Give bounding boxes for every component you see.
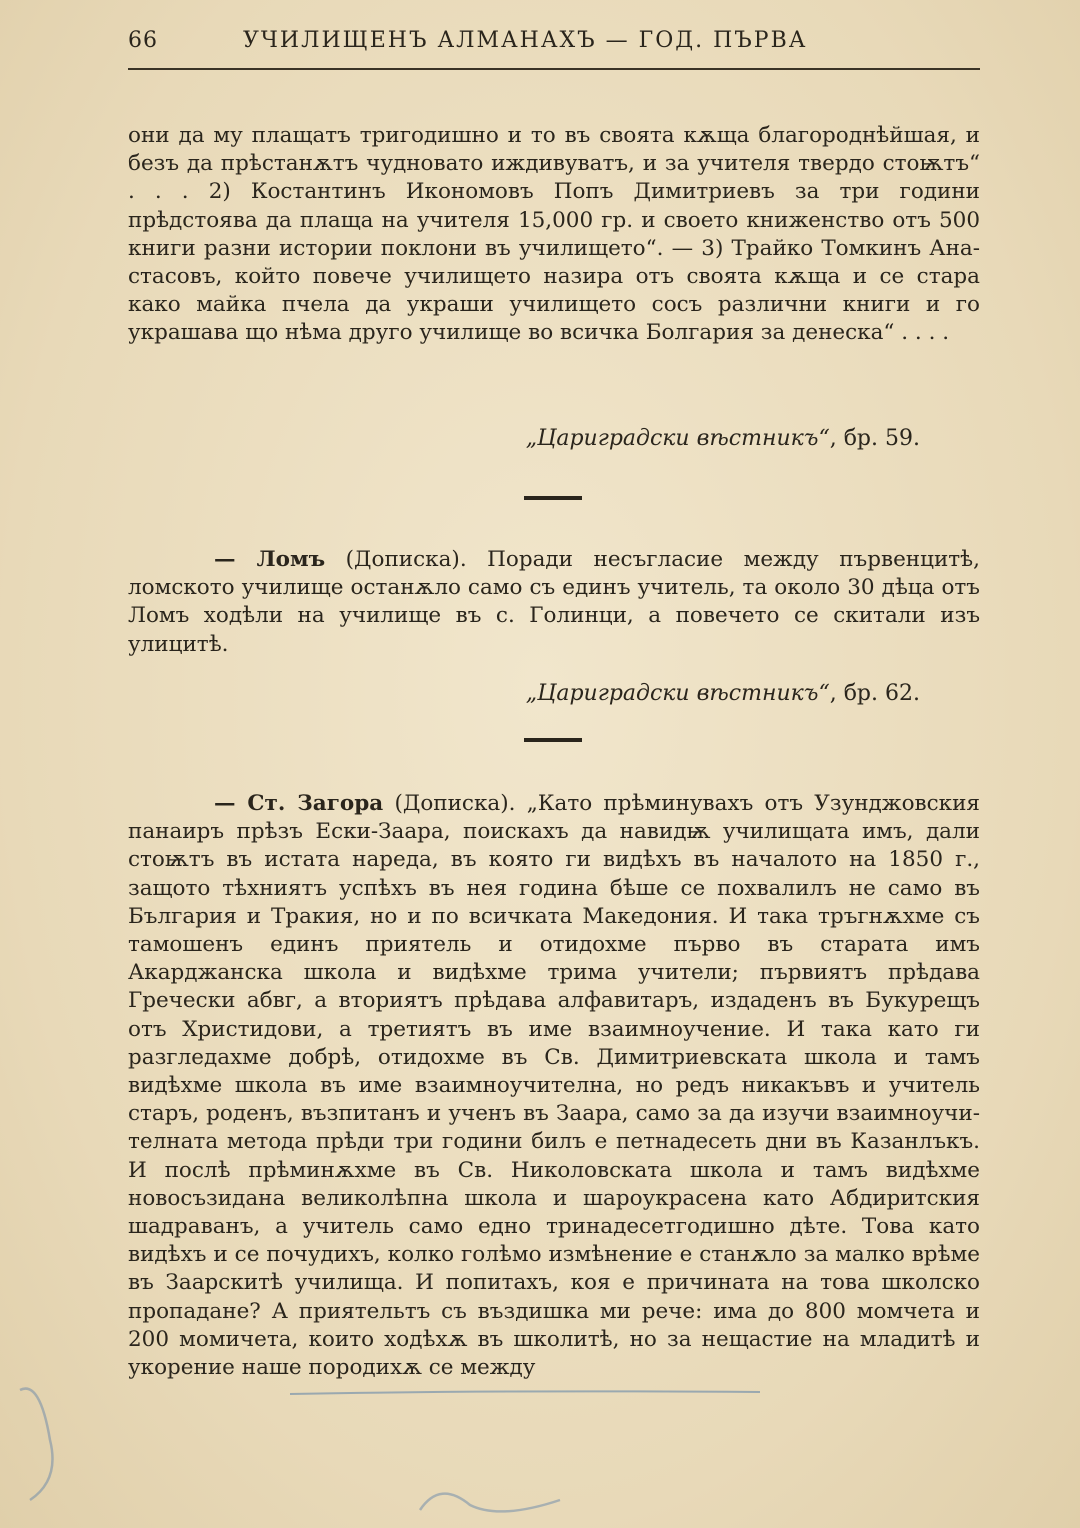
page-number: 66 [128,28,158,53]
running-title: УЧИЛИЩЕНЪ АЛМАНАХЪ — ГОД. ПЪРВА [243,28,808,53]
pencil-scribble-left [20,1389,53,1500]
paragraph-lom-heading: — Ломъ [214,547,326,572]
pencil-underline [290,1391,760,1394]
paragraph-stara-zagora [128,790,980,1382]
paragraph-lom [128,546,980,659]
page-header [128,28,980,64]
section-divider [524,496,582,500]
citation-2-issue: , бр. 62. [829,681,920,706]
citation-2 [526,681,920,706]
paragraph-continuation: они да му плащатъ тригодишно и то въ своята кѫща благороднѣйшая, и безъ да прѣстанѫтъ чудновато иждивуватъ, и за учителя твердо стоѭтъ“ . . . 2) Костантинъ Икономовъ Попъ Димитриевъ за три години прѣдстоява да плаща на учителя 15,000 гр. и своето книженство отъ 500 книги разни истории поклони въ училището“. — 3) Трайко Томкинъ Анастасовъ, който повече училището назира отъ своята кѫща и се стара како майка пчела да украши училището сосъ различни книги и го украшава що нѣма друго училище во всичка Болгария за денеска“ . . . . [128,123,980,346]
pencil-scribble-bottom [420,1494,560,1512]
citation-1-issue: , бр. 59. [829,426,920,451]
citation-2-source: „Цариградски вѣстникъ“ [525,681,830,706]
paragraph-stara-zagora-text: (Дописка). „Като прѣминувахъ отъ Узунджовския панаиръ прѣзъ Ески-Заара, поискахъ да навидѭ училищата имъ, дали стоѭтъ въ истата нареда, въ която ги видѣхъ въ началото на 1850 г., защото тѣхниятъ успѣхъ въ нея година бѣше се похвалилъ не само въ България и Тракия, но и по всичката Македония. И така тръгнѫхме съ тамошенъ единъ приятель и отидохме първо въ старата имъ Акарджанска школа и видѣхме трима учители; първиятъ прѣдава Гречески абвг, а вториятъ прѣдава алфавитаръ, издаденъ въ Букурещъ отъ Христидови, а третиятъ въ име взаимноучение. И така като ги разгледахме добрѣ, отидохме въ Св. Димитриевската школа и тамъ видѣхме школа въ име взаимноучителна, но редъ никакъвъ и учитель старъ, роденъ, възпитанъ и ученъ въ Заара, само за да изучи взаимноучителната метода прѣди три години билъ е петнадесеть дни въ Казанлъкъ. И послѣ прѣминѫхме въ Св. Николовската школа и тамъ видѣхме новосъзидана великолѣпна школа и шароукрасена като Абдиритския шадраванъ, а учитель само едно тринадесетгодишно дѣте. Това като видѣхъ и се почудихъ, колко голѣмо измѣнение е станѫло за малко врѣме въ Заарскитѣ училища. И попитахъ, коя е причината на това школско пропадане? А приятельтъ съ въздишка ми рече: има до 800 момчета и 200 момичета, които ходѣхѫ въ школитѣ, но за нещастие на младитѣ и укорение наше породихѫ се между [128,791,980,1381]
citation-1-source: „Цариградски вѣстникъ“ [525,426,830,451]
citation-1 [526,426,920,451]
header-rule [128,68,980,70]
section-divider [524,738,582,742]
paragraph-lom-text: (Дописка). Поради несъгласие между първенцитѣ, ломското училище останѫло само съ единъ учитель, та около 30 дѣца отъ Ломъ ходѣли на училище въ с. Голинци, а повечето се скитали изъ улицитѣ. [128,547,980,657]
paragraph-stara-zagora-heading: — Ст. Загора [214,791,384,816]
